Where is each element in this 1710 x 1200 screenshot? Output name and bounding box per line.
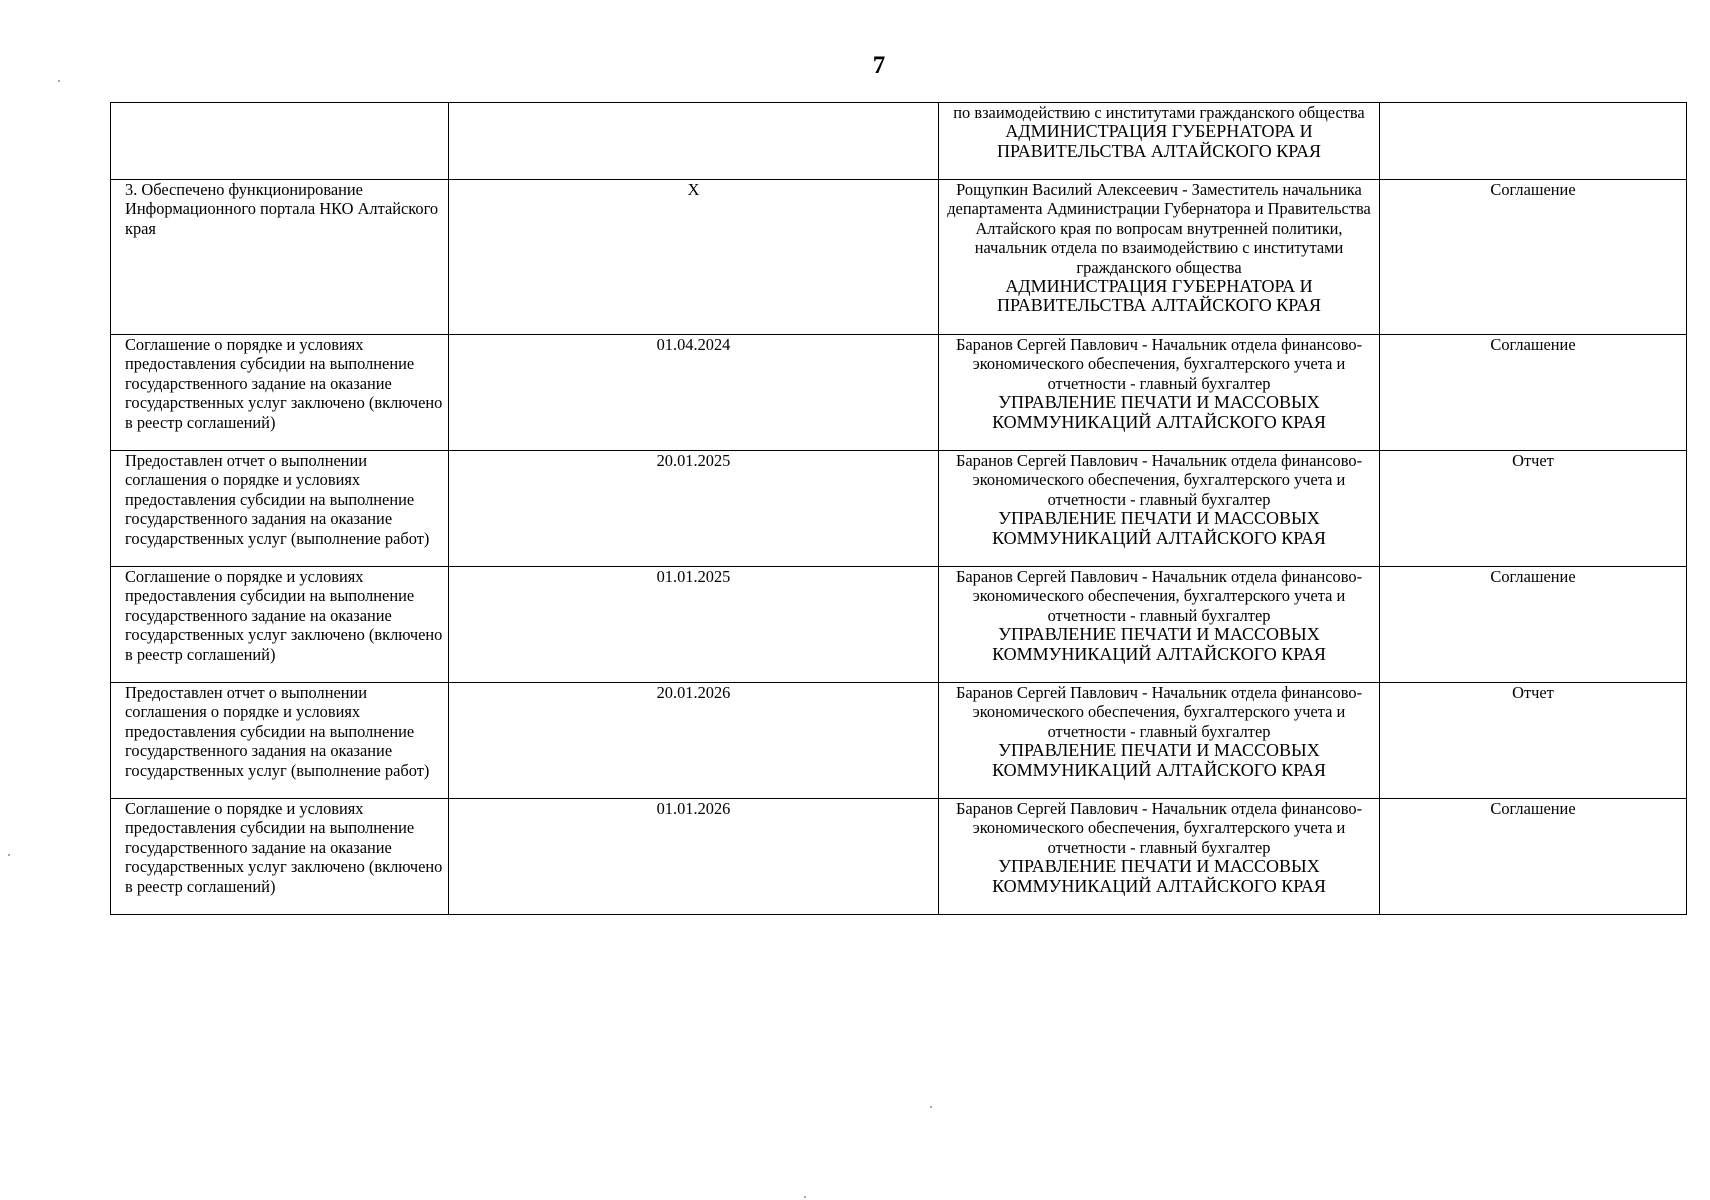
responsible-person: Баранов Сергей Павлович - Начальник отдела финансово-экономического обеспечения, бухгалтерского учета и отчетности - главный бухгалтер [955,335,1363,393]
responsible-organization: УПРАВЛЕНИЕ ПЕЧАТИ И МАССОВЫХ КОММУНИКАЦИЙ АЛТАЙСКОГО КРАЯ [992,856,1326,896]
responsible-organization: АДМИНИСТРАЦИЯ ГУБЕРНАТОРА И ПРАВИТЕЛЬСТВА АЛТАЙСКОГО КРАЯ [997,276,1321,316]
responsible-organization: АДМИНИСТРАЦИЯ ГУБЕРНАТОРА И ПРАВИТЕЛЬСТВА АЛТАЙСКОГО КРАЯ [997,121,1321,161]
event-cell: Предоставлен отчет о выполнении соглашения о порядке и условиях предоставления субсидии на выполнение государственного задания на оказание государственных услуг (выполнение работ) [111,451,449,567]
responsible-person: Баранов Сергей Павлович - Начальник отдела финансово-экономического обеспечения, бухгалтерского учета и отчетности - главный бухгалтер [955,683,1363,741]
table-row [111,567,1687,683]
responsible-cell [939,103,1380,180]
document-cell: Соглашение [1380,180,1687,335]
responsible-cell [939,335,1380,451]
responsible-organization: УПРАВЛЕНИЕ ПЕЧАТИ И МАССОВЫХ КОММУНИКАЦИЙ АЛТАЙСКОГО КРАЯ [992,508,1326,548]
document-cell: Соглашение [1380,567,1687,683]
table-row [111,103,1687,180]
date-cell: 01.01.2026 [449,799,939,915]
responsible-organization: УПРАВЛЕНИЕ ПЕЧАТИ И МАССОВЫХ КОММУНИКАЦИЙ АЛТАЙСКОГО КРАЯ [992,624,1326,664]
date-cell [449,103,939,180]
responsible-person: Баранов Сергей Павлович - Начальник отдела финансово-экономического обеспечения, бухгалтерского учета и отчетности - главный бухгалтер [955,451,1363,509]
responsible-organization: УПРАВЛЕНИЕ ПЕЧАТИ И МАССОВЫХ КОММУНИКАЦИЙ АЛТАЙСКОГО КРАЯ [992,392,1326,432]
responsible-organization: УПРАВЛЕНИЕ ПЕЧАТИ И МАССОВЫХ КОММУНИКАЦИЙ АЛТАЙСКОГО КРАЯ [992,740,1326,780]
scan-speck [804,1196,806,1198]
scan-speck [58,80,60,82]
document-cell: Отчет [1380,683,1687,799]
responsible-cell [939,180,1380,335]
table-row [111,180,1687,335]
date-cell: X [449,180,939,335]
table-row [111,799,1687,915]
event-cell: Соглашение о порядке и условиях предоставления субсидии на выполнение государственного задание на оказание государственных услуг заключено (включено в реестр соглашений) [111,799,449,915]
event-cell: Соглашение о порядке и условиях предоставления субсидии на выполнение государственного задание на оказание государственных услуг заключено (включено в реестр соглашений) [111,567,449,683]
event-cell: Предоставлен отчет о выполнении соглашения о порядке и условиях предоставления субсидии на выполнение государственного задания на оказание государственных услуг (выполнение работ) [111,683,449,799]
page-number: 7 [872,52,886,79]
event-cell: Соглашение о порядке и условиях предоставления субсидии на выполнение государственного задание на оказание государственных услуг заключено (включено в реестр соглашений) [111,335,449,451]
responsible-person: Рощупкин Василий Алексеевич - Заместитель начальника департамента Администрации Губернатора и Правительства Алтайского края по вопросам внутренней политики, начальник отдела по взаимодействию с институтами гражданского общества [947,180,1371,277]
table-row [111,335,1687,451]
scan-speck [930,1106,932,1108]
implementation-plan-table [110,102,1687,915]
document-cell: Отчет [1380,451,1687,567]
event-cell [111,103,449,180]
document-cell: Соглашение [1380,799,1687,915]
responsible-person: Баранов Сергей Павлович - Начальник отдела финансово-экономического обеспечения, бухгалтерского учета и отчетности - главный бухгалтер [955,799,1363,857]
date-cell: 20.01.2026 [449,683,939,799]
responsible-cell [939,451,1380,567]
table-row [111,683,1687,799]
table-row [111,451,1687,567]
scan-speck [8,854,10,856]
responsible-cell [939,683,1380,799]
date-cell: 01.04.2024 [449,335,939,451]
document-cell: Соглашение [1380,335,1687,451]
document-cell [1380,103,1687,180]
responsible-person: по взаимодействию с институтами гражданского общества [953,103,1365,122]
date-cell: 20.01.2025 [449,451,939,567]
event-cell: 3. Обеспечено функционирование Информационного портала НКО Алтайского края [111,180,449,335]
responsible-cell [939,799,1380,915]
responsible-cell [939,567,1380,683]
date-cell: 01.01.2025 [449,567,939,683]
responsible-person: Баранов Сергей Павлович - Начальник отдела финансово-экономического обеспечения, бухгалтерского учета и отчетности - главный бухгалтер [955,567,1363,625]
